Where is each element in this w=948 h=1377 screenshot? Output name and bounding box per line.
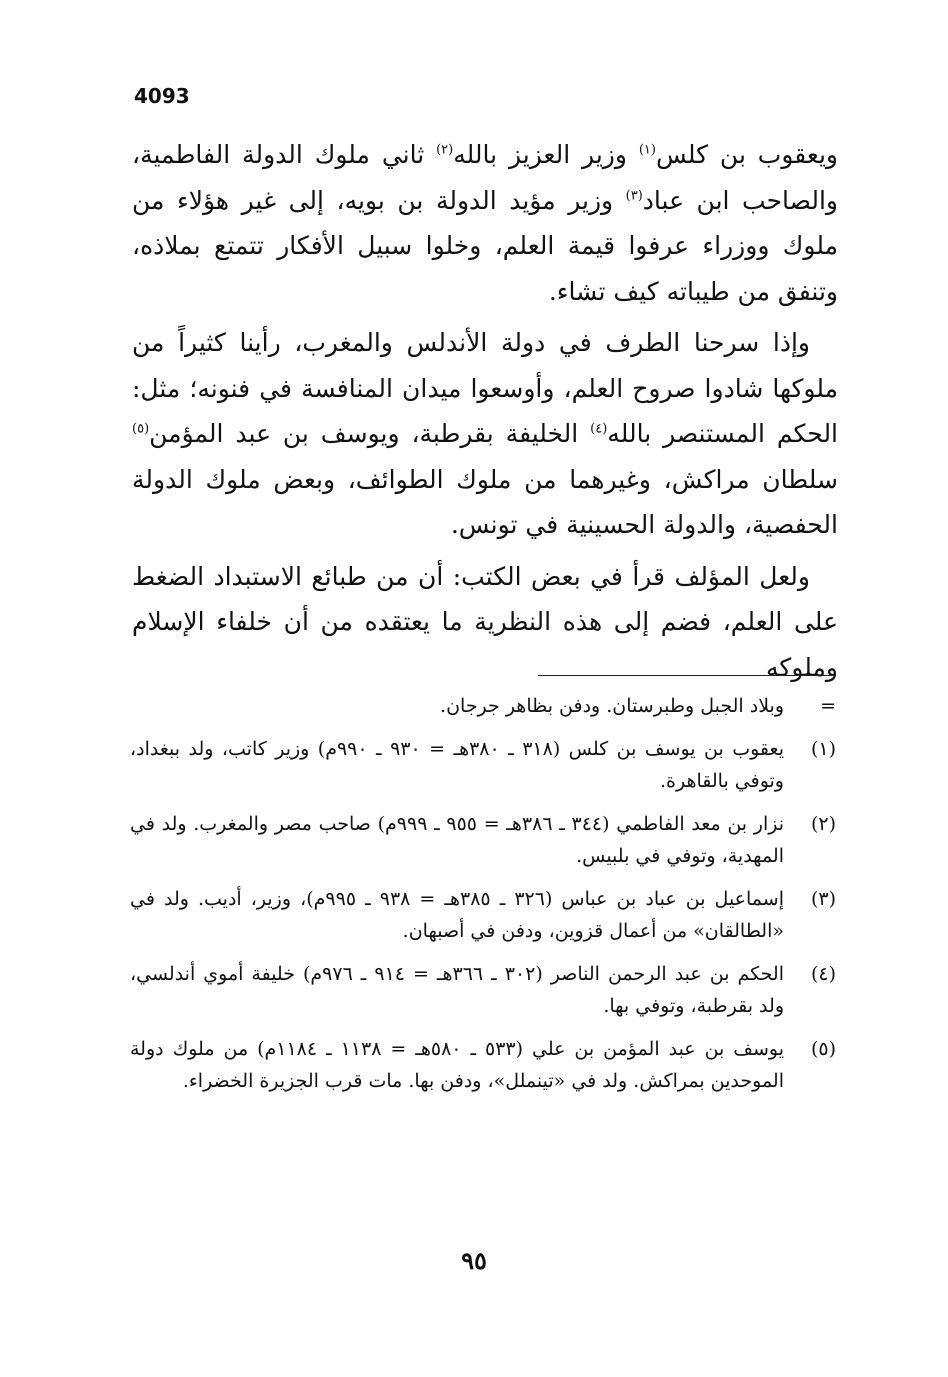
footnote-ref-5[interactable]: (٥) bbox=[132, 421, 150, 437]
page-id-number: 4093 bbox=[134, 84, 190, 108]
paragraph-1 bbox=[132, 132, 838, 314]
footnote-ref-2[interactable]: (٢) bbox=[436, 142, 454, 158]
footnote-2 bbox=[130, 808, 840, 872]
footnote-text: إسماعيل بن عباد بن عباس (٣٢٦ ـ ٣٨٥هـ = ٩٣٨ ـ ٩٩٥م)، وزير، أديب. ولد في «الطالقان» من أعمال قزوين، ودفن في أصبهان. bbox=[130, 888, 784, 942]
footnote-text: الحكم بن عبد الرحمن الناصر (٣٠٢ ـ ٣٦٦هـ = ٩١٤ ـ ٩٧٦م) خليفة أموي أندلسي، ولد بقرطبة، وتوفي بها. bbox=[130, 963, 784, 1017]
footnote-4 bbox=[130, 958, 840, 1022]
text-run: ولعل المؤلف قرأ في بعض الكتب: أن من طبائع الاستبداد الضغط على العلم، فضم إلى هذه النظرية ما يعتقده من أن خلفاء الإسلام وملوكه bbox=[132, 561, 838, 682]
footnote-number: (٤) bbox=[810, 963, 836, 985]
text-run: ويعقوب بن كلس bbox=[655, 140, 838, 169]
footnote-ref-3[interactable]: (٣) bbox=[625, 188, 643, 204]
footnote-1 bbox=[130, 733, 840, 797]
text-run: وزير مؤيد الدولة بن بويه، إلى غير هؤلاء من ملوك ووزراء عرفوا قيمة العلم، وخلوا سبيل الأفكار تتمتع بملاذه، وتنفق من طيباته كيف تشاء. bbox=[132, 185, 838, 306]
paragraph-2 bbox=[132, 320, 838, 548]
footnote-number: = bbox=[820, 695, 836, 717]
footnote-text: وبلاد الجبل وطبرستان. ودفن بظاهر جرجان. bbox=[440, 695, 784, 717]
footnotes bbox=[130, 690, 840, 1108]
text-run: الخليفة بقرطبة، ويوسف بن عبد المؤمن bbox=[149, 419, 591, 448]
footnote-3 bbox=[130, 883, 840, 947]
main-text bbox=[132, 132, 838, 696]
text-run: سلطان مراكش، وغيرهما من ملوك الطوائف، وبعض ملوك الدولة الحفصية، والدولة الحسينية في تونس. bbox=[132, 464, 838, 539]
footnote-ref-4[interactable]: (٤) bbox=[590, 421, 608, 437]
footnote-ref-1[interactable]: (١) bbox=[638, 142, 656, 158]
paragraph-3 bbox=[132, 554, 838, 691]
footnote-number: (٣) bbox=[810, 888, 836, 910]
footnote-number: (٥) bbox=[810, 1038, 836, 1060]
text-run: ثاني ملوك الدولة الفاطمية، والصاحب ابن عباد bbox=[132, 140, 838, 215]
text-run: وزير العزيز بالله bbox=[453, 140, 639, 169]
footnote-text: يوسف بن عبد المؤمن بن علي (٥٣٣ ـ ٥٨٠هـ = ١١٣٨ ـ ١١٨٤م) من ملوك دولة الموحدين بمراكش. ولد في «تينملل»، ودفن بها. مات قرب الجزيرة الخضراء. bbox=[130, 1038, 784, 1092]
page-number: ٩٥ bbox=[461, 1246, 487, 1275]
footnote-continuation bbox=[130, 690, 840, 722]
text-run: وإذا سرحنا الطرف في دولة الأندلس والمغرب، رأينا كثيراً من ملوكها شادوا صروح العلم، وأوسعوا ميدان المنافسة في فنونه؛ مثل: الحكم المستنصر بالله bbox=[132, 328, 839, 448]
footnote-text: نزار بن معد الفاطمي (٣٤٤ ـ ٣٨٦هـ = ٩٥٥ ـ ٩٩٩م) صاحب مصر والمغرب. ولد في المهدية، وتوفي في بلبيس. bbox=[130, 813, 785, 867]
footnote-number: (١) bbox=[810, 738, 836, 760]
footnote-separator bbox=[538, 675, 836, 676]
footnote-5 bbox=[130, 1033, 840, 1097]
footnote-number: (٢) bbox=[810, 813, 836, 835]
footnote-text: يعقوب بن يوسف بن كلس (٣١٨ ـ ٣٨٠هـ = ٩٣٠ ـ ٩٩٠م) وزير كاتب، ولد ببغداد، وتوفي بالقاهرة. bbox=[130, 738, 784, 792]
